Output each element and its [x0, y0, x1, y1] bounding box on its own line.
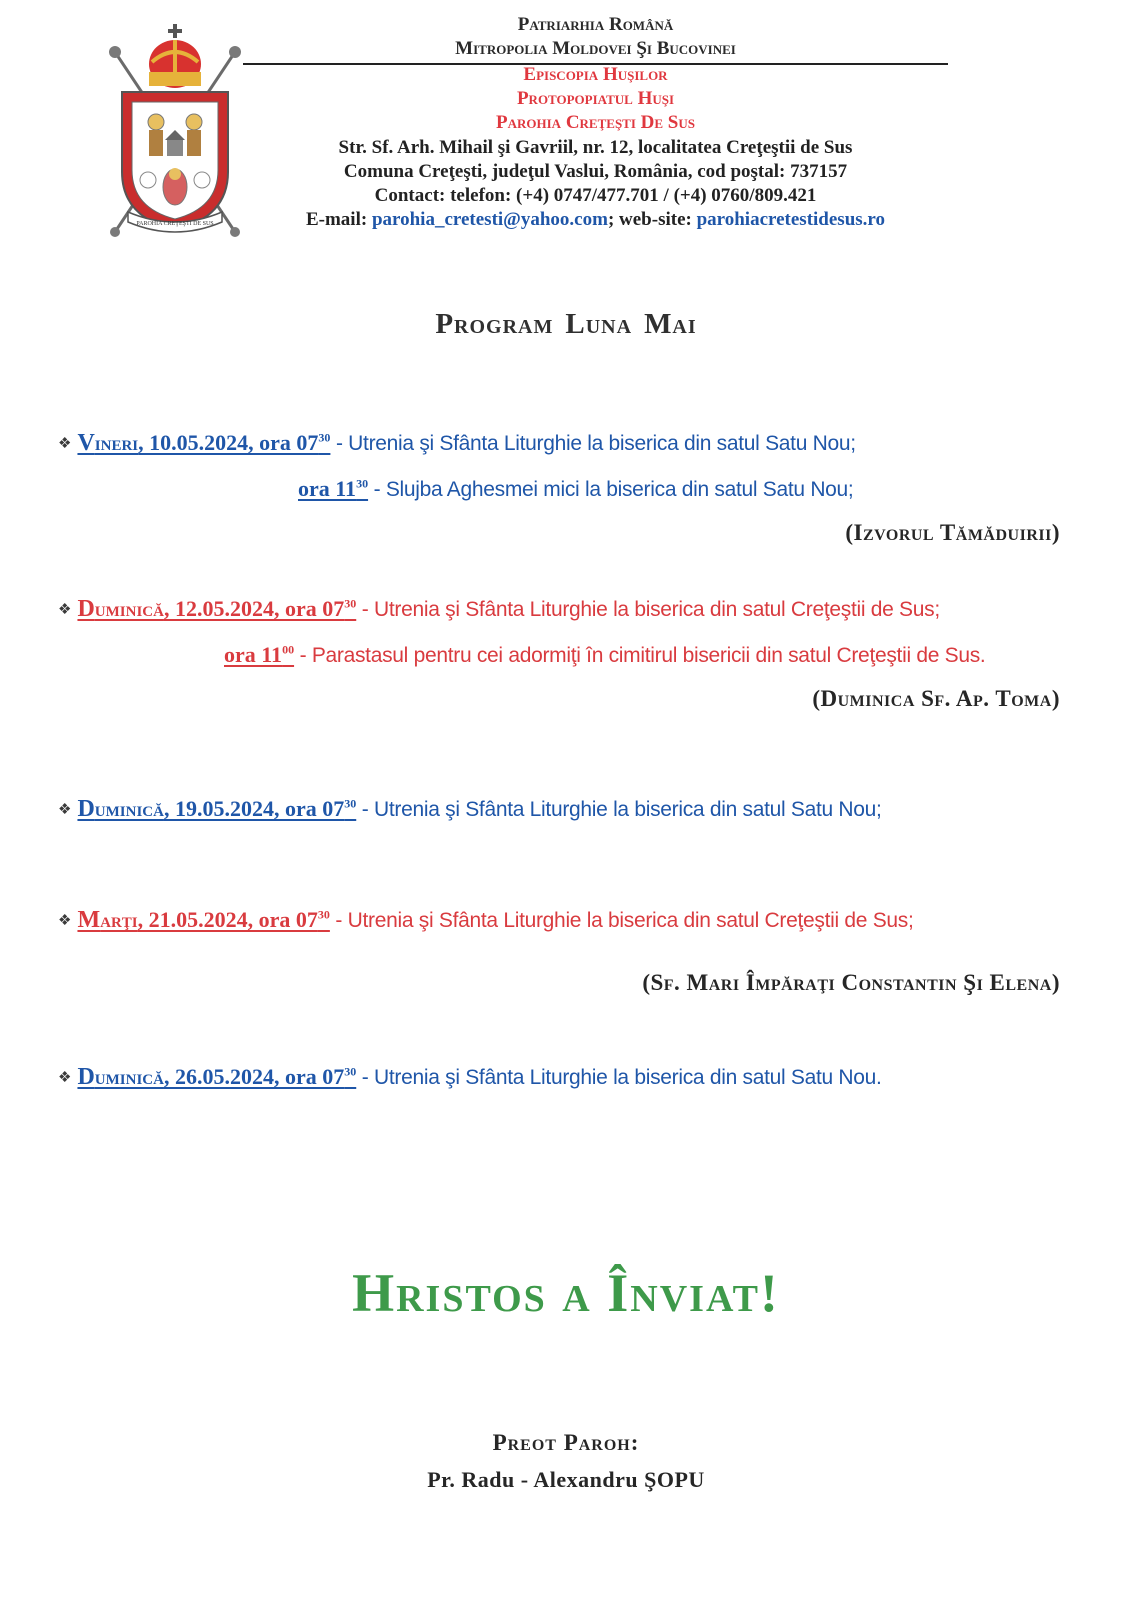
easter-greeting: Hristos a Înviat! [352, 1263, 780, 1323]
feast-name: (Izvorul Tămăduirii) [845, 520, 1060, 545]
event-date: Duminică, 19.05.2024, ora $07^{30}$ [77, 796, 357, 822]
event-description: - Utrenia şi Sfânta Liturghie la biserica din satul Satu Nou; [330, 432, 856, 455]
feast-name: (Sf. Mari Împăraţi Constantin Şi Elena) [642, 970, 1060, 995]
address-line-1: Str. Sf. Arh. Mihail şi Gavriil, nr. 12, localitatea Creţeştii de Sus [338, 137, 853, 158]
signature-name: Pr. Radu - Alexandru ŞOPU [427, 1467, 705, 1492]
event-item [58, 796, 882, 823]
event-extra-time: ora $11^{00}$ [224, 642, 295, 667]
diamond-bullet-icon: ❖ [58, 802, 72, 818]
email-link[interactable]: parohia_cretesti@yahoo.com [371, 209, 608, 230]
email-separator: ; [607, 209, 615, 230]
address-line-2: Comuna Creţeşti, judeţul Vaslui, România, cod poştal: 737157 [343, 161, 848, 182]
diamond-bullet-icon: ❖ [58, 436, 72, 452]
event-description: - Utrenia şi Sfânta Liturghie la biserica din satul Creţeştii de Sus; [329, 909, 914, 932]
event-extra-description: - Parastasul pentru cei adormiţi în cimitirul bisericii din satul Creţeştii de Sus. [294, 644, 986, 667]
event-date: Duminică, 26.05.2024, ora $07^{30}$ [77, 1064, 357, 1090]
metropolis-title: Mitropolia Moldovei Şi Bucovinei [455, 38, 736, 59]
event-description: - Utrenia şi Sfânta Liturghie la biserica din satul Satu Nou. [356, 1066, 882, 1089]
contact-line: Contact: telefon: (+4) 0747/477.701 / (+4) 0760/809.421 [374, 185, 817, 206]
signature-role: Preot Paroh: [492, 1430, 640, 1455]
diamond-bullet-icon: ❖ [58, 1070, 72, 1086]
parish-coat-of-arms [100, 22, 250, 244]
email-label: E-mail: [305, 209, 368, 230]
event-item [58, 430, 856, 457]
website-link[interactable]: parohiacretestidesus.ro [696, 209, 885, 230]
event-extra-description: - Slujba Aghesmei mici la biserica din satul Satu Nou; [368, 478, 854, 501]
program-title: Program Luna Mai [435, 308, 697, 340]
event-item [58, 1064, 882, 1091]
diamond-bullet-icon: ❖ [58, 602, 72, 618]
diocese-title: Episcopia Huşilor [523, 64, 668, 85]
svg-text:PAROHIA CREŢEŞTI DE SUS: PAROHIA CREŢEŞTI DE SUS [136, 221, 214, 227]
deanery-title: Protopopiatul Huşi [516, 88, 675, 109]
email-web-line [243, 209, 948, 231]
event-date: Vineri, 10.05.2024, ora $07^{30}$ [77, 430, 331, 456]
event-description: - Utrenia şi Sfânta Liturghie la biserica din satul Satu Nou; [356, 798, 882, 821]
event-date: Marţi, 21.05.2024, ora $07^{30}$ [77, 907, 330, 933]
event-extra [298, 476, 853, 502]
event-extra [224, 642, 985, 668]
event-description: - Utrenia şi Sfânta Liturghie la biserica din satul Creţeştii de Sus; [356, 598, 940, 621]
feast-name: (Duminica Sf. Ap. Toma) [812, 686, 1060, 711]
event-item [58, 907, 914, 934]
website-label: web-site: [619, 209, 692, 230]
event-item [58, 596, 940, 623]
patriarchate-title: Patriarhia Română [517, 14, 674, 35]
diamond-bullet-icon: ❖ [58, 913, 72, 929]
parish-title: Parohia Creţeşti De Sus [496, 112, 695, 133]
event-date: Duminică, 12.05.2024, ora $07^{30}$ [77, 596, 357, 622]
event-extra-time: ora $11^{30}$ [298, 476, 369, 501]
